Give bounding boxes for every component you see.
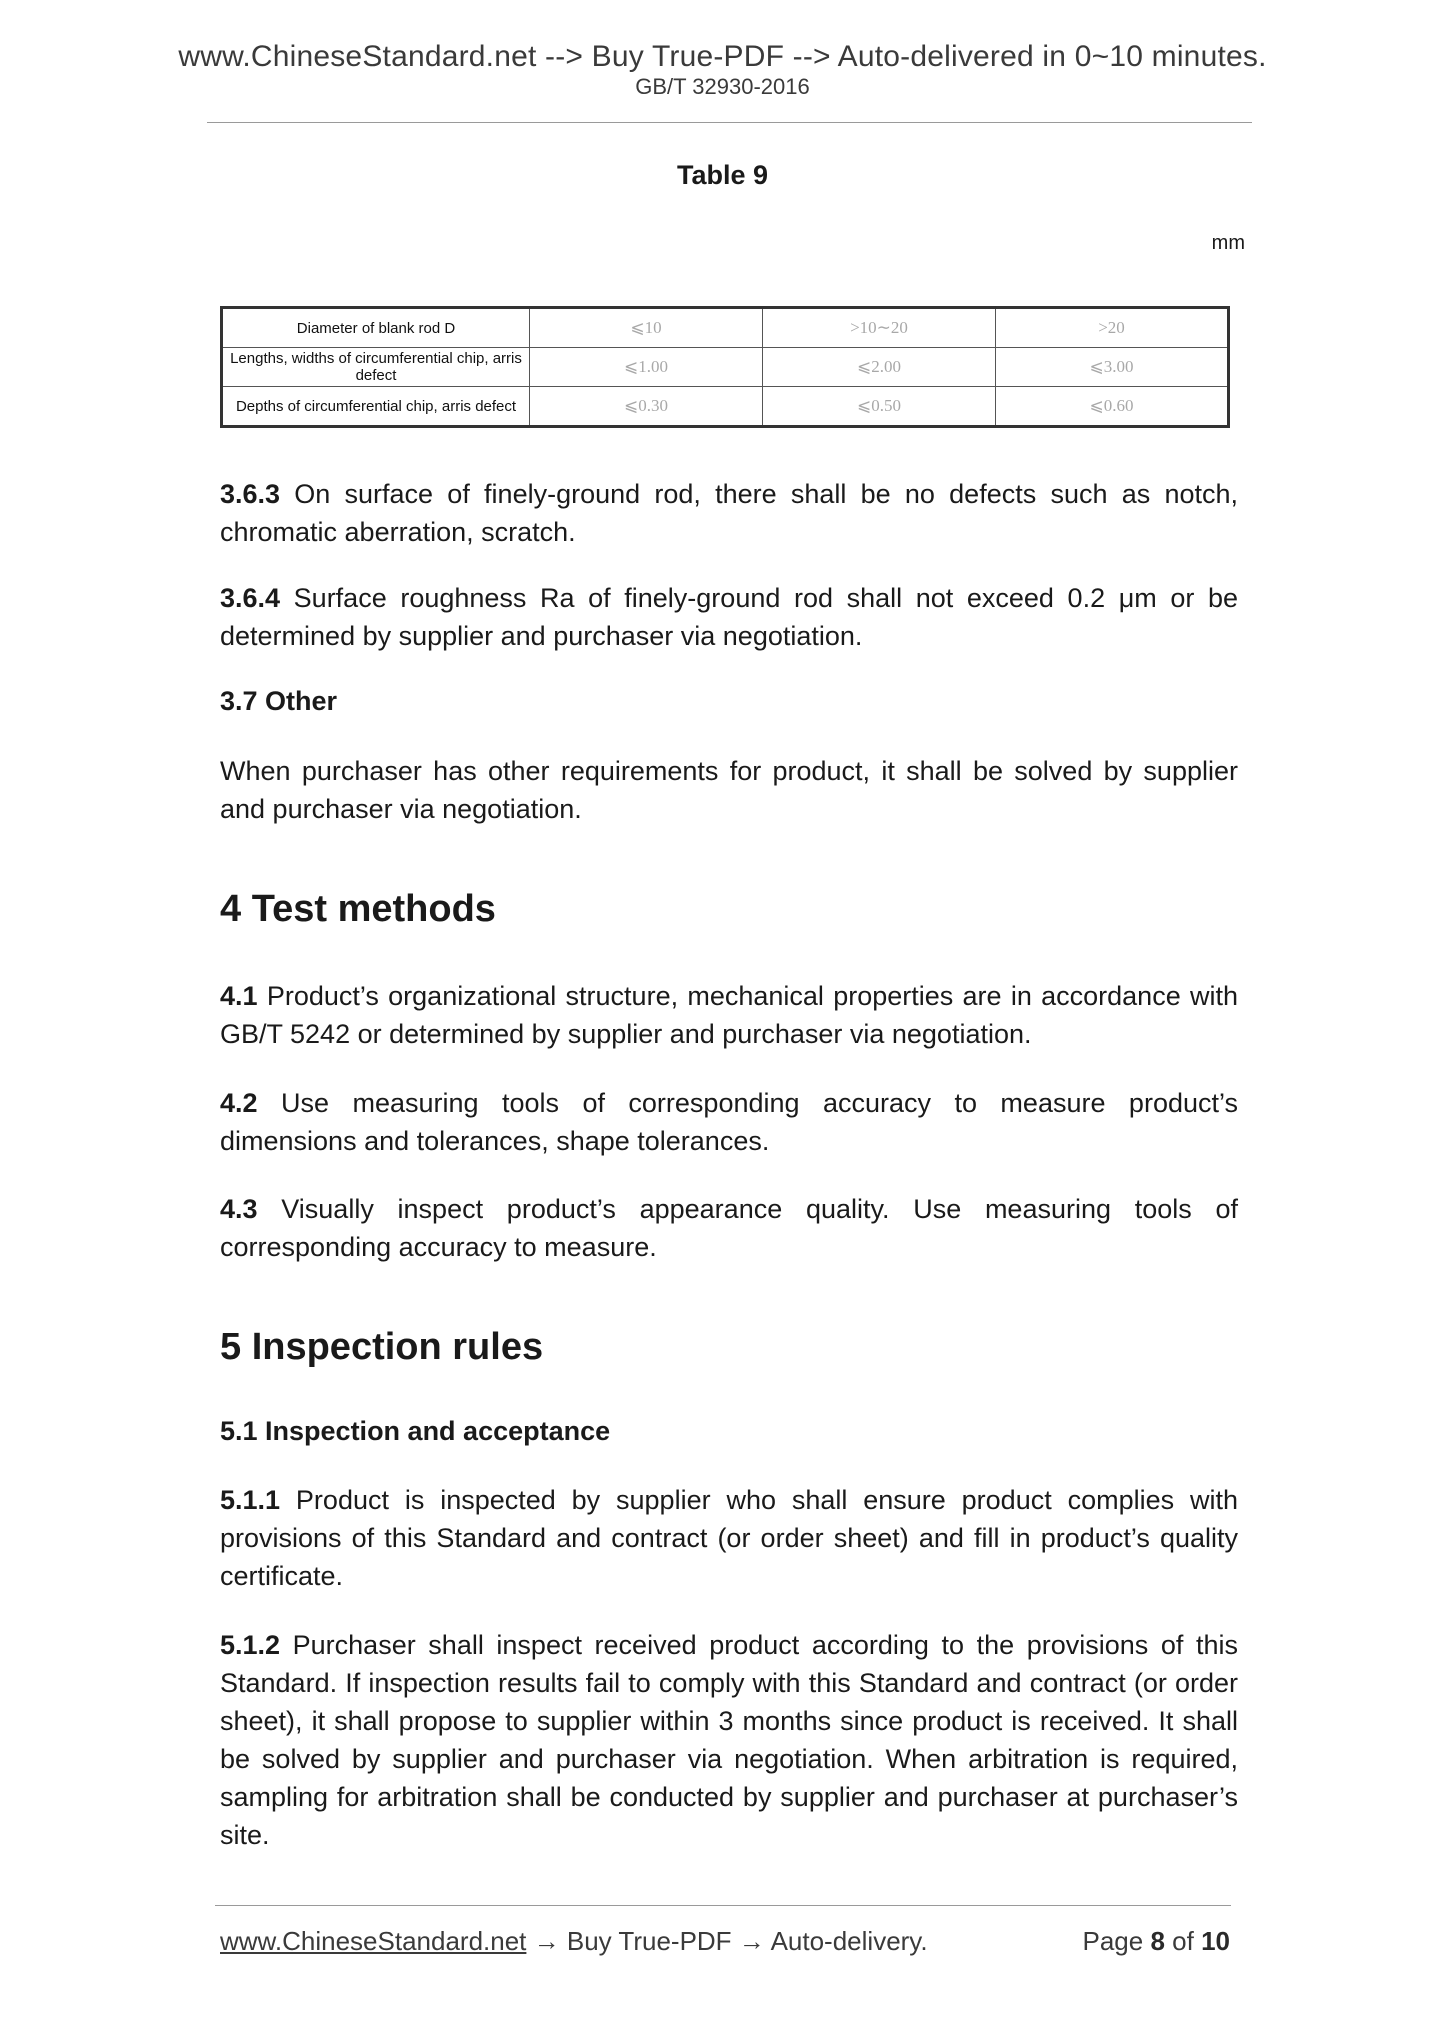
row-label: Lengths, widths of circumferential chip, arris defect xyxy=(222,348,530,387)
clause-text: Use measuring tools of corresponding accuracy to measure product’s dimensions and tolerances, shape tolerances. xyxy=(220,1088,1238,1156)
clause-4-1 xyxy=(220,977,1238,1053)
footer-site-link[interactable]: www.ChineseStandard.net xyxy=(220,1926,527,1956)
clause-number: 4.1 xyxy=(220,981,258,1011)
clause-text: Product’s organizational structure, mechanical properties are in accordance with GB/T 5242 or determined by supplier and purchaser via negotiation. xyxy=(220,981,1238,1049)
clause-text: Product is inspected by supplier who shall ensure product complies with provisions of this Standard and contract (or order sheet) and fill in product’s quality certificate. xyxy=(220,1485,1238,1591)
clause-number: 5.1.2 xyxy=(220,1630,281,1660)
heading-5: 5 Inspection rules xyxy=(220,1326,544,1368)
table-row xyxy=(222,387,1229,427)
clause-4-2 xyxy=(220,1084,1238,1160)
clause-text: Purchaser shall inspect received product according to the provisions of this Standard. If inspection results fail to comply with this Standard and contract (or order sheet), it shall propose to supplier within 3 months since product is received. It shall be solved by supplier and purchaser via negotiation. When arbitration is required, sampling for arbitration shall be conducted by supplier and purchaser at purchaser’s site. xyxy=(220,1630,1238,1850)
of-label: of xyxy=(1172,1926,1194,1956)
table-cell: ⩽3.00 xyxy=(996,348,1229,387)
clause-number: 5.1.1 xyxy=(220,1485,281,1515)
clause-number: 4.2 xyxy=(220,1088,258,1118)
table-cell: >10∼20 xyxy=(763,308,996,348)
page-number: 8 xyxy=(1150,1926,1165,1956)
table-cell: ⩽0.60 xyxy=(996,387,1229,427)
table-cell: ⩽2.00 xyxy=(763,348,996,387)
table-unit: mm xyxy=(1211,232,1245,254)
heading-5-1: 5.1 Inspection and acceptance xyxy=(220,1416,611,1446)
footer-tagline: → Buy True-PDF → Auto-delivery. xyxy=(526,1926,928,1956)
clause-text: Surface roughness Ra of finely-ground rod shall not exceed 0.2 μm or be determined by supplier and purchaser via negotiation. xyxy=(220,583,1238,651)
clause-3-7-text: When purchaser has other requirements for product, it shall be solved by supplier and purchaser via negotiation. xyxy=(220,756,1238,824)
table-cell: ⩽10 xyxy=(530,308,763,348)
clause-text: Visually inspect product’s appearance quality. Use measuring tools of corresponding accuracy to measure. xyxy=(220,1194,1238,1262)
clause-3-6-4 xyxy=(220,579,1238,655)
heading-3-7: 3.7 Other xyxy=(220,686,338,716)
clause-5-1-1 xyxy=(220,1481,1238,1595)
header-divider xyxy=(207,122,1252,123)
table-cell: ⩽0.30 xyxy=(530,387,763,427)
footer-divider xyxy=(215,1905,1231,1906)
page-label: Page xyxy=(1082,1926,1144,1956)
page-indicator xyxy=(1082,1926,1230,1957)
clause-number: 3.6.4 xyxy=(220,583,281,613)
clause-number: 3.6.3 xyxy=(220,479,281,509)
table-row xyxy=(222,348,1229,387)
row-label: Depths of circumferential chip, arris defect xyxy=(222,387,530,427)
heading-4: 4 Test methods xyxy=(220,888,496,930)
clause-text: On surface of finely-ground rod, there shall be no defects such as notch, chromatic aberration, scratch. xyxy=(220,479,1238,547)
table-title: Table 9 xyxy=(676,160,769,190)
clause-number: 4.3 xyxy=(220,1194,258,1224)
standard-code: GB/T 32930-2016 xyxy=(635,74,810,99)
page-footer xyxy=(220,1926,1230,1957)
site-banner: www.ChineseStandard.net --> Buy True-PDF --> Auto-delivered in 0~10 minutes. xyxy=(178,40,1267,73)
table-cell: ⩽1.00 xyxy=(530,348,763,387)
clause-4-3 xyxy=(220,1190,1238,1266)
table-cell: ⩽0.50 xyxy=(763,387,996,427)
row-label: Diameter of blank rod D xyxy=(222,308,530,348)
clause-5-1-2 xyxy=(220,1626,1238,1854)
clause-3-6-3 xyxy=(220,475,1238,551)
defect-table xyxy=(220,306,1230,428)
page-total: 10 xyxy=(1201,1926,1230,1956)
table-row xyxy=(222,308,1229,348)
table-cell: >20 xyxy=(996,308,1229,348)
